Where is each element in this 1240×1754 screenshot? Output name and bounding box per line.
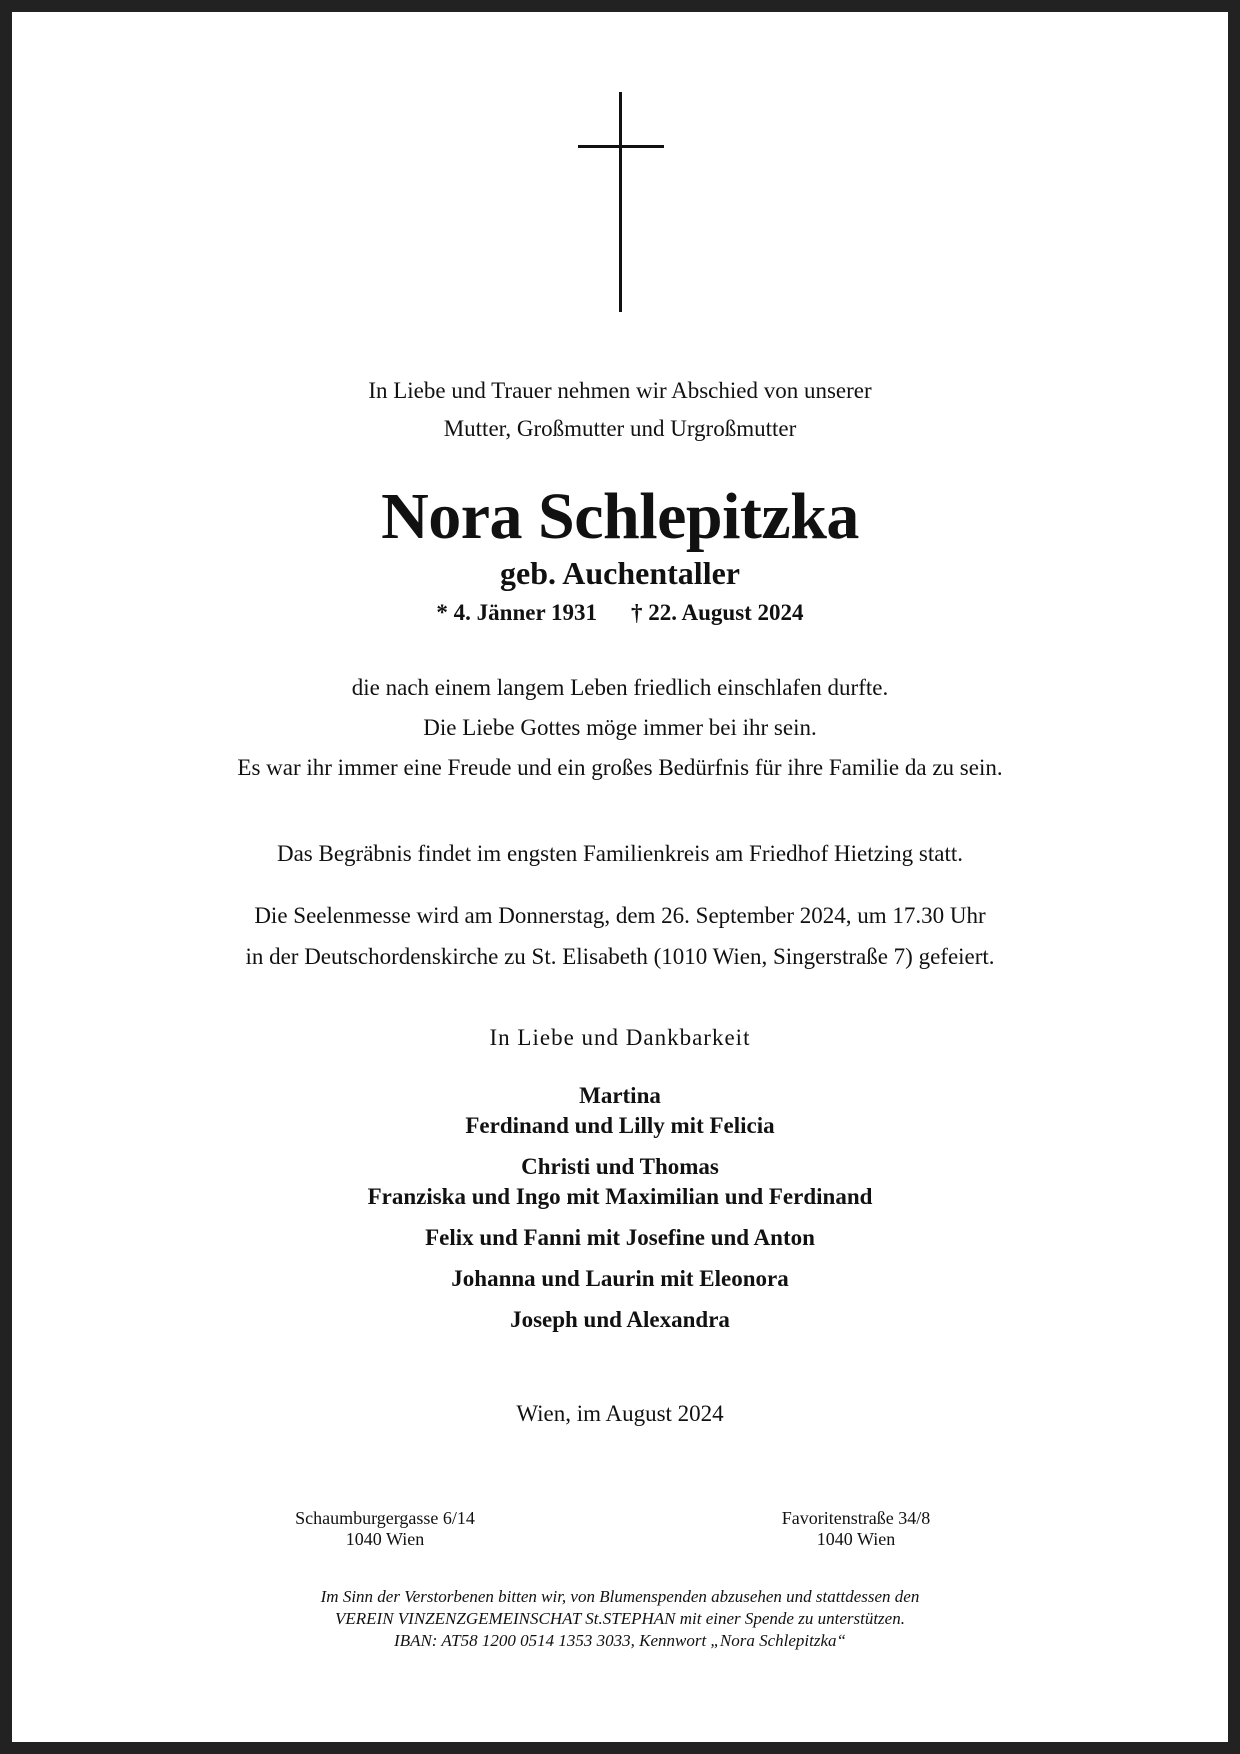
family-group xyxy=(0,1264,1240,1294)
burial-info: Das Begräbnis findet im engsten Familienkreis am Friedhof Hietzing statt. xyxy=(276,841,964,866)
family-member: Christi und Thomas xyxy=(521,1154,719,1179)
address-street: Schaumburgergasse 6/14 xyxy=(295,1508,475,1528)
mass-line-2: in der Deutschordenskirche zu St. Elisabeth (1010 Wien, Singerstraße 7) gefeiert. xyxy=(245,944,995,969)
address-street: Favoritenstraße 34/8 xyxy=(781,1508,931,1528)
family-group xyxy=(0,1081,1240,1141)
address-right xyxy=(706,1508,1006,1550)
address-left xyxy=(235,1508,535,1550)
note-line-3: IBAN: AT58 1200 0514 1353 3033, Kennwort „Nora Schlepitzka“ xyxy=(394,1631,846,1650)
maiden-name: geb. Auchentaller xyxy=(500,555,740,591)
intro-text xyxy=(0,372,1240,448)
donation-note xyxy=(0,1586,1240,1652)
family-member: Johanna und Laurin mit Eleonora xyxy=(451,1266,789,1291)
thanks-line: In Liebe und Dankbarkeit xyxy=(489,1025,751,1050)
memorial-line-2: Die Liebe Gottes möge immer bei ihr sein. xyxy=(423,715,817,740)
intro-line-1: In Liebe und Trauer nehmen wir Abschied von unserer xyxy=(368,378,872,403)
family-member: Joseph und Alexandra xyxy=(510,1307,730,1332)
family-member: Ferdinand und Lilly mit Felicia xyxy=(465,1113,775,1138)
note-line-2: VEREIN VINZENZGEMEINSCHAT St.STEPHAN mit einer Spende zu unterstützen. xyxy=(335,1609,905,1628)
note-line-1: Im Sinn der Verstorbenen bitten wir, von Blumenspenden abzusehen und stattdessen den xyxy=(320,1587,920,1606)
life-dates xyxy=(0,596,1240,630)
memorial-text xyxy=(0,668,1240,788)
death-date: † 22. August 2024 xyxy=(631,600,804,625)
family-group xyxy=(0,1152,1240,1212)
place-date: Wien, im August 2024 xyxy=(516,1401,724,1426)
memorial-line-1: die nach einem langem Leben friedlich einschlafen durfte. xyxy=(351,675,889,700)
cross-icon xyxy=(578,92,664,312)
family-member: Franziska und Ingo mit Maximilian und Ferdinand xyxy=(367,1184,873,1209)
family-member: Martina xyxy=(579,1083,661,1108)
birth-date: * 4. Jänner 1931 xyxy=(436,600,598,625)
mass-info xyxy=(0,895,1240,977)
address-city: 1040 Wien xyxy=(345,1529,425,1549)
family-group xyxy=(0,1305,1240,1335)
family-group xyxy=(0,1223,1240,1253)
memorial-line-3: Es war ihr immer eine Freude und ein großes Bedürfnis für ihre Familie da zu sein. xyxy=(237,755,1003,780)
address-city: 1040 Wien xyxy=(816,1529,896,1549)
intro-line-2: Mutter, Großmutter und Urgroßmutter xyxy=(443,416,797,441)
deceased-name: Nora Schlepitzka xyxy=(381,480,859,553)
family-member: Felix und Fanni mit Josefine und Anton xyxy=(425,1225,815,1250)
mass-line-1: Die Seelenmesse wird am Donnerstag, dem 26. September 2024, um 17.30 Uhr xyxy=(254,903,986,928)
